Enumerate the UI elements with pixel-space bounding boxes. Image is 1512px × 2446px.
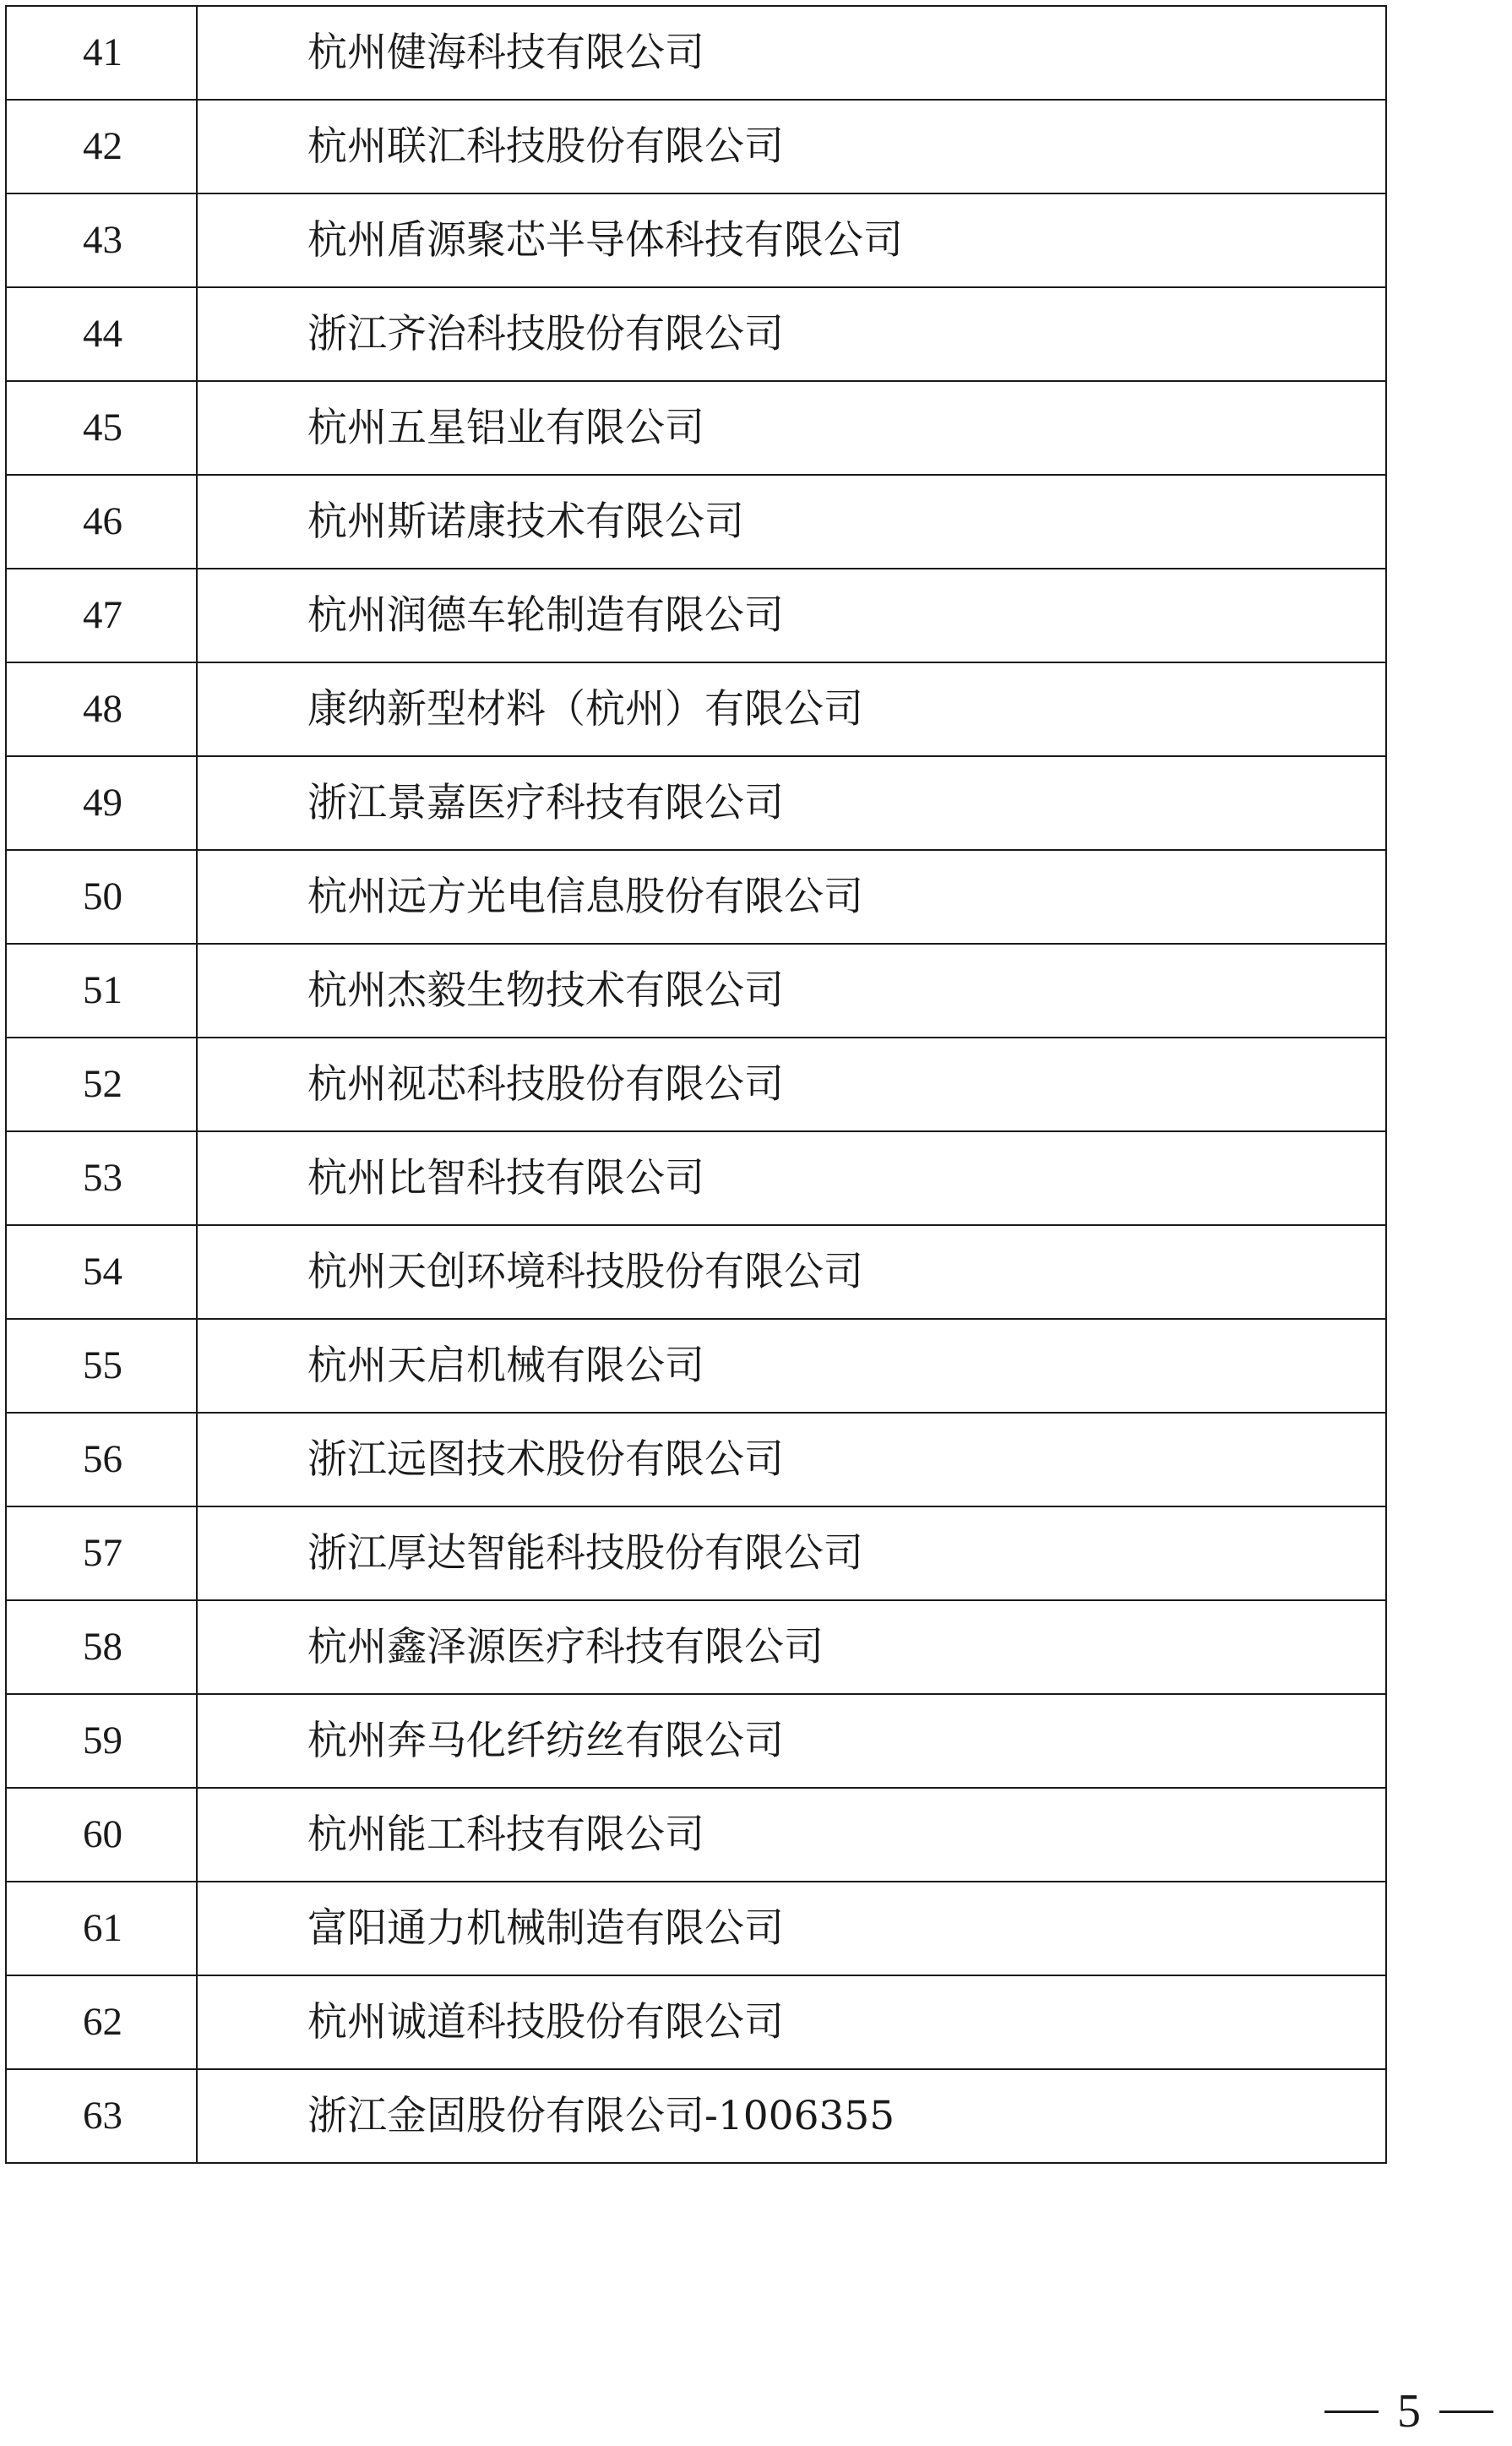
page-number-right-dash — [1439, 2411, 1493, 2413]
row-number: 63 — [6, 2069, 197, 2163]
company-list-body — [6, 6, 1386, 2163]
table-row — [6, 1975, 1386, 2069]
table-row — [6, 569, 1386, 662]
row-number: 56 — [6, 1413, 197, 1506]
company-name: 浙江远图技术股份有限公司 — [197, 1413, 1386, 1506]
company-name: 杭州五星铝业有限公司 — [197, 381, 1386, 475]
table-row — [6, 2069, 1386, 2163]
table-row — [6, 381, 1386, 475]
company-name: 杭州奔马化纤纺丝有限公司 — [197, 1694, 1386, 1788]
row-number: 41 — [6, 6, 197, 100]
company-name: 杭州润德车轮制造有限公司 — [197, 569, 1386, 662]
table-row — [6, 287, 1386, 381]
table-row — [6, 1882, 1386, 1975]
table-row — [6, 193, 1386, 287]
table-row — [6, 756, 1386, 850]
company-name: 杭州杰毅生物技术有限公司 — [197, 944, 1386, 1038]
row-number: 52 — [6, 1038, 197, 1131]
row-number: 59 — [6, 1694, 197, 1788]
table-row — [6, 944, 1386, 1038]
company-name: 浙江厚达智能科技股份有限公司 — [197, 1506, 1386, 1600]
company-name: 杭州鑫泽源医疗科技有限公司 — [197, 1600, 1386, 1694]
row-number: 49 — [6, 756, 197, 850]
company-name: 杭州视芯科技股份有限公司 — [197, 1038, 1386, 1131]
table-row — [6, 1225, 1386, 1319]
table-row — [6, 1319, 1386, 1413]
table-row — [6, 1038, 1386, 1131]
company-list-table — [5, 5, 1387, 2164]
table-row — [6, 1506, 1386, 1600]
table-row — [6, 475, 1386, 569]
table-row — [6, 1694, 1386, 1788]
row-number: 47 — [6, 569, 197, 662]
row-number: 61 — [6, 1882, 197, 1975]
table-row — [6, 100, 1386, 193]
company-name: 浙江齐治科技股份有限公司 — [197, 287, 1386, 381]
company-name: 康纳新型材料（杭州）有限公司 — [197, 662, 1386, 756]
page-number-left-dash — [1324, 2411, 1379, 2413]
row-number: 46 — [6, 475, 197, 569]
table-row — [6, 662, 1386, 756]
row-number: 48 — [6, 662, 197, 756]
company-name: 杭州健海科技有限公司 — [197, 6, 1386, 100]
company-name: 浙江金固股份有限公司-1006355 — [197, 2069, 1386, 2163]
table-row — [6, 6, 1386, 100]
table-row — [6, 1600, 1386, 1694]
row-number: 53 — [6, 1131, 197, 1225]
company-name: 浙江景嘉医疗科技有限公司 — [197, 756, 1386, 850]
row-number: 55 — [6, 1319, 197, 1413]
table-row — [6, 1131, 1386, 1225]
page-number — [1324, 2384, 1493, 2438]
page-number-value: 5 — [1397, 2385, 1421, 2438]
row-number: 50 — [6, 850, 197, 944]
company-name: 杭州天创环境科技股份有限公司 — [197, 1225, 1386, 1319]
row-number: 43 — [6, 193, 197, 287]
company-name: 杭州诚道科技股份有限公司 — [197, 1975, 1386, 2069]
row-number: 62 — [6, 1975, 197, 2069]
row-number: 45 — [6, 381, 197, 475]
company-name: 杭州远方光电信息股份有限公司 — [197, 850, 1386, 944]
table-row — [6, 850, 1386, 944]
row-number: 44 — [6, 287, 197, 381]
row-number: 60 — [6, 1788, 197, 1882]
table-row — [6, 1788, 1386, 1882]
company-name: 杭州天启机械有限公司 — [197, 1319, 1386, 1413]
company-name: 富阳通力机械制造有限公司 — [197, 1882, 1386, 1975]
row-number: 42 — [6, 100, 197, 193]
company-name: 杭州能工科技有限公司 — [197, 1788, 1386, 1882]
row-number: 51 — [6, 944, 197, 1038]
company-name: 杭州比智科技有限公司 — [197, 1131, 1386, 1225]
table-row — [6, 1413, 1386, 1506]
company-name: 杭州联汇科技股份有限公司 — [197, 100, 1386, 193]
row-number: 54 — [6, 1225, 197, 1319]
company-name: 杭州盾源聚芯半导体科技有限公司 — [197, 193, 1386, 287]
row-number: 57 — [6, 1506, 197, 1600]
row-number: 58 — [6, 1600, 197, 1694]
company-name: 杭州斯诺康技术有限公司 — [197, 475, 1386, 569]
